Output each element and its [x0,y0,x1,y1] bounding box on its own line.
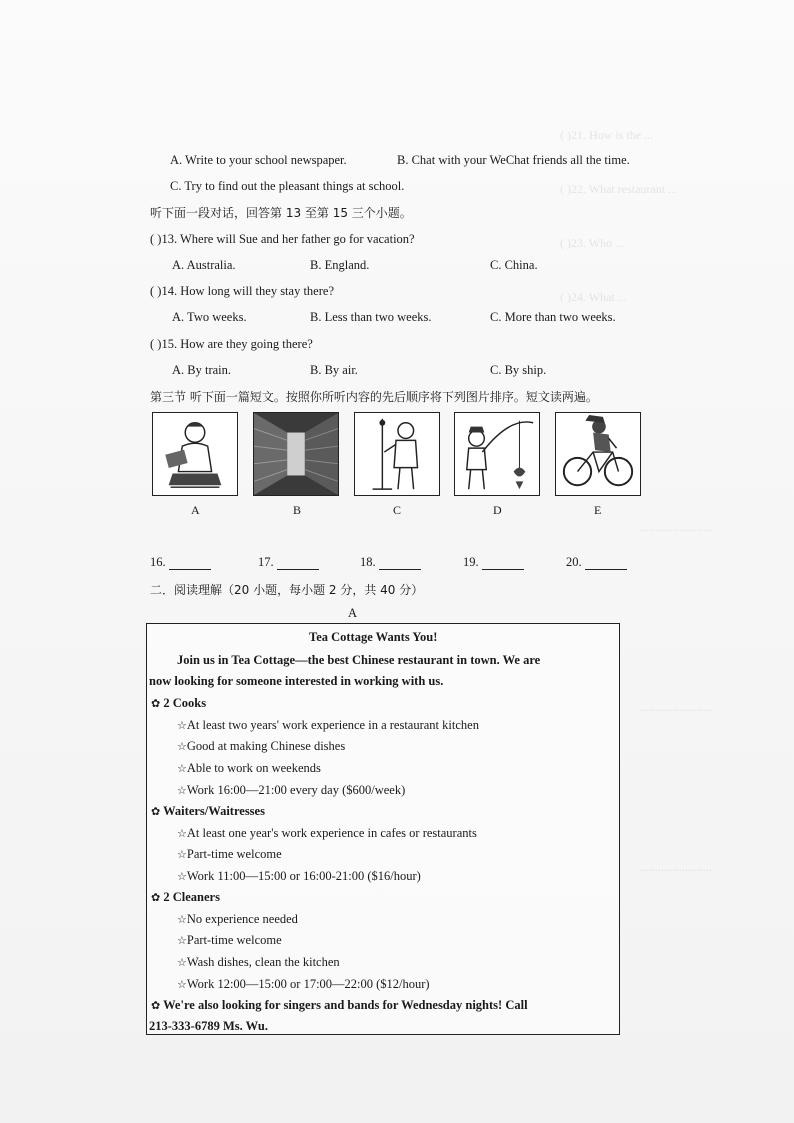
ad-closing-line-2: 213-333-6789 Ms. Wu. [149,1019,268,1033]
flower-bullet-icon: ✿ [151,805,161,818]
q14-text: 14. How long will they stay there? [161,284,334,298]
picture-a [152,412,238,496]
picture-b-label: B [293,503,302,517]
picture-d-label: D [493,503,502,517]
q12-option-b: B. Chat with your WeChat friends all the time. [397,153,630,167]
q13-answer-bracket[interactable]: ( ) [150,232,162,246]
section-heading-cleaners: ✿ 2 Cleaners [151,890,220,904]
boy-at-post-icon [355,413,439,495]
reading-section-title: 二．阅读理解（20 小题，每小题 2 分，共 40 分） [150,583,424,597]
q14-answer-bracket[interactable]: ( ) [150,284,162,298]
q14-option-c: C. More than two weeks. [490,310,616,324]
cyclist-icon [556,413,640,495]
flower-bullet-icon: ✿ [151,999,161,1012]
star-bullet-icon: ☆ [177,827,187,840]
bleed-through-text: ........................ [640,860,712,874]
q12-option-c: C. Try to find out the pleasant things at school. [170,179,405,193]
section-heading-cooks: ✿ 2 Cooks [151,696,207,710]
dialogue-instruction: 听下面一段对话，回答第 13 至第 15 三个小题。 [150,206,412,220]
q15-option-a: A. By train. [172,363,232,377]
picture-c [354,412,440,496]
picture-e [555,412,641,496]
job-advertisement-box [146,623,620,1035]
q14-option-a: A. Two weeks. [172,310,247,324]
q14-stem [150,283,334,299]
q15-answer-bracket[interactable]: ( ) [150,337,162,351]
star-bullet-icon: ☆ [177,848,187,861]
picture-e-label: E [594,503,602,517]
cooks-requirement-4: ☆Work 16:00—21:00 every day ($600/week) [177,783,406,797]
star-bullet-icon: ☆ [177,934,187,947]
answer-blank-17[interactable]: 17. [258,555,319,570]
cleaners-requirement-2: ☆Part-time welcome [177,933,282,947]
q14-option-b: B. Less than two weeks. [310,310,432,324]
q12-option-a: A. Write to your school newspaper. [170,153,347,167]
bleed-through-text: ( )24. What ... [560,290,627,304]
answer-blank-16[interactable]: 16. [150,555,211,570]
star-bullet-icon: ☆ [177,956,187,969]
star-bullet-icon: ☆ [177,719,187,732]
picture-c-label: C [393,503,402,517]
star-bullet-icon: ☆ [177,913,187,926]
bleed-through-text: ........................ [640,700,712,714]
answer-blank-20[interactable]: 20. [566,555,627,570]
answer-blank-18[interactable]: 18. [360,555,421,570]
star-bullet-icon: ☆ [177,784,187,797]
flower-bullet-icon: ✿ [151,697,161,710]
ad-intro-line-2: now looking for someone interested in working with us. [149,674,444,688]
passage-letter: A [348,606,358,620]
boy-with-laptop-icon [153,413,237,495]
waiters-requirement-1: ☆At least one year's work experience in cafes or restaurants [177,826,477,840]
section-heading-waiters: ✿ Waiters/Waitresses [151,804,265,818]
q13-option-b: B. England. [310,258,370,272]
waiters-requirement-3: ☆Work 11:00—15:00 or 16:00-21:00 ($16/hour) [177,869,421,883]
picture-b [253,412,339,496]
man-fishing-icon [455,413,539,495]
cooks-requirement-3: ☆Able to work on weekends [177,761,321,775]
section3-title: 第三节 听下面一篇短文。按照你所听内容的先后顺序将下列图片排序。短文读两遍。 [150,390,598,404]
answer-blank-19[interactable]: 19. [463,555,524,570]
waiters-requirement-2: ☆Part-time welcome [177,847,282,861]
cleaners-requirement-4: ☆Work 12:00—15:00 or 17:00—22:00 ($12/hour) [177,977,430,991]
q13-stem [150,231,415,247]
picture-d [454,412,540,496]
q15-option-c: C. By ship. [490,363,547,377]
bleed-through-text: ........................ [640,520,712,534]
bleed-through-text: ( )22. What restaurant ... [560,182,678,196]
cleaners-requirement-3: ☆Wash dishes, clean the kitchen [177,955,340,969]
ad-closing-line-1: ✿ We're also looking for singers and bands for Wednesday nights! Call [151,998,528,1012]
cooks-requirement-1: ☆At least two years' work experience in a restaurant kitchen [177,718,479,732]
bleed-through-text: ( )23. Who ... [560,236,625,250]
flower-bullet-icon: ✿ [151,891,161,904]
bleed-through-text: ( )21. How is the ... [560,128,653,142]
cleaners-requirement-1: ☆No experience needed [177,912,298,926]
star-bullet-icon: ☆ [177,740,187,753]
q13-option-c: C. China. [490,258,538,272]
star-bullet-icon: ☆ [177,870,187,883]
star-bullet-icon: ☆ [177,762,187,775]
star-bullet-icon: ☆ [177,978,187,991]
q15-text: 15. How are they going there? [161,337,313,351]
q15-stem [150,336,313,352]
ad-intro-line-1: Join us in Tea Cottage—the best Chinese restaurant in town. We are [177,653,541,667]
library-bookshelves-icon [254,413,338,495]
ad-title: Tea Cottage Wants You! [309,630,438,644]
q13-text: 13. Where will Sue and her father go for vacation? [161,232,415,246]
cooks-requirement-2: ☆Good at making Chinese dishes [177,739,346,753]
picture-a-label: A [191,503,200,517]
q13-option-a: A. Australia. [172,258,236,272]
q15-option-b: B. By air. [310,363,358,377]
